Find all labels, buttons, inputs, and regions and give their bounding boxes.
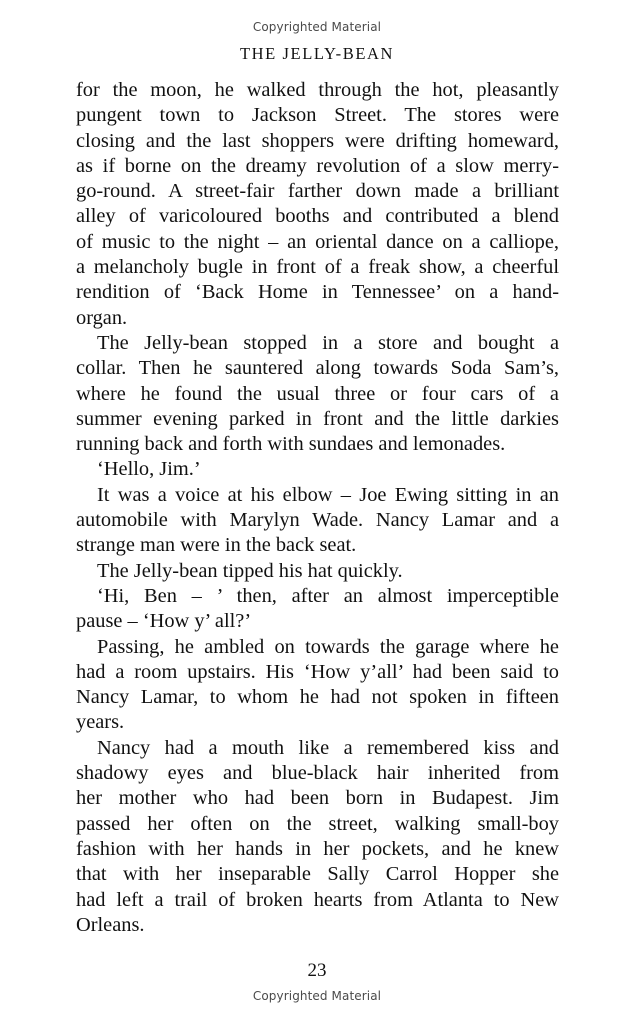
text-line: organ. (76, 306, 128, 329)
text-line: running back and forth with sundaes and lemonades. (76, 433, 506, 456)
text-line: collar. Then he sauntered along towards Soda Sam’s, (76, 357, 559, 380)
text-line: go-round. A street-fair farther down made a brilliant (76, 180, 559, 203)
paragraph (76, 635, 559, 736)
running-head: THE JELLY-BEAN (239, 44, 395, 63)
paragraph (76, 457, 559, 482)
paragraph (76, 584, 559, 635)
text-line: had left a trail of broken hearts from Atlanta to New (76, 888, 559, 911)
text-line: that with her inseparable Sally Carrol Hopper she (76, 863, 559, 886)
text-line: of music to the night – an oriental dance on a calliope, (76, 230, 559, 253)
text-line: her mother who had been born in Budapest. Jim (76, 787, 559, 810)
text-line: Nancy had a mouth like a remembered kiss and (97, 736, 559, 759)
text-line: where he found the usual three or four cars of a (76, 382, 559, 405)
text-line: ‘Hello, Jim.’ (97, 458, 201, 481)
body-text (76, 78, 559, 938)
text-line: closing and the last shoppers were drifting homeward, (76, 129, 559, 152)
paragraph (76, 559, 559, 584)
copyright-notice-bottom: Copyrighted Material (252, 989, 382, 1003)
text-line: rendition of ‘Back Home in Tennessee’ on a hand- (76, 281, 559, 304)
paragraph (76, 78, 559, 331)
text-line: strange man were in the back seat. (76, 534, 357, 557)
text-line: ‘Hi, Ben – ’ then, after an almost imperceptible (97, 584, 559, 607)
text-line: alley of varicoloured booths and contributed a blend (76, 205, 559, 228)
paragraph (76, 483, 559, 559)
copyright-notice-top: Copyrighted Material (252, 20, 382, 34)
text-line: as if borne on the dreamy revolution of a slow merry- (76, 154, 559, 177)
text-line: It was a voice at his elbow – Joe Ewing sitting in an (97, 483, 559, 506)
text-line: passed her often on the street, walking small-boy (76, 812, 559, 835)
text-line: summer evening parked in front and the little darkies (76, 407, 559, 430)
text-line: had a room upstairs. His ‘How y’all’ had been said to (76, 660, 559, 683)
paragraph (76, 331, 559, 457)
text-line: pungent town to Jackson Street. The stores were (76, 104, 559, 127)
text-line: The Jelly-bean tipped his hat quickly. (97, 559, 403, 582)
text-line: for the moon, he walked through the hot, pleasantly (76, 79, 559, 101)
text-line: Orleans. (76, 913, 145, 936)
text-line: shadowy eyes and blue-black hair inherited from (76, 762, 559, 785)
text-line: pause – ‘How y’ all?’ (76, 610, 252, 633)
paragraph (76, 736, 559, 938)
text-line: Nancy Lamar, to whom he had not spoken in fifteen (76, 686, 559, 709)
text-line: Passing, he ambled on towards the garage where he (97, 635, 559, 658)
page-number: 23 (307, 960, 327, 981)
text-line: automobile with Marylyn Wade. Nancy Lamar and a (76, 509, 559, 532)
text-line: fashion with her hands in her pockets, and he knew (76, 837, 559, 860)
text-line: years. (76, 711, 125, 734)
text-line: a melancholy bugle in front of a freak show, a cheerful (76, 256, 559, 279)
text-line: The Jelly-bean stopped in a store and bought a (97, 331, 559, 354)
